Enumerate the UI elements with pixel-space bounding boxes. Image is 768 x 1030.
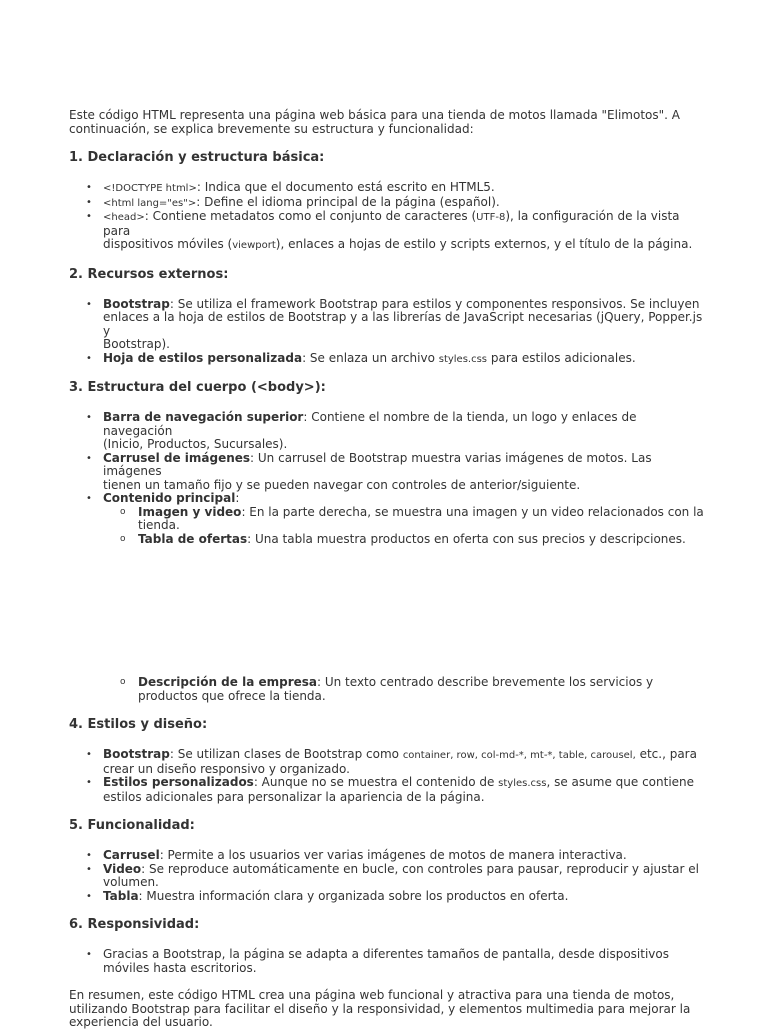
inline-code: styles.css [498, 778, 547, 789]
list-item-text: : Permite a los usuarios ver varias imágenes de motos de manera interactiva. [159, 848, 627, 862]
item-term: Carrusel de imágenes [103, 450, 251, 465]
list-item-text: : Un carrusel de Bootstrap muestra varias imágenes de motos. Las imágenes [103, 450, 652, 478]
list-item-text: móviles hasta escritorios. [103, 960, 257, 975]
list-item-text: : Define el idioma principal de la página (español). [196, 194, 500, 209]
list-item-text: , se asume que contiene [546, 775, 695, 789]
list-item-text: : Se enlaza un archivo [302, 350, 439, 365]
section-4-list [69, 748, 709, 804]
section-5-list [69, 849, 709, 903]
list-item [69, 748, 709, 776]
list-item [69, 298, 709, 352]
section-2-list [69, 298, 709, 367]
list-item [69, 452, 709, 493]
list-item-text: ), enlaces a hojas de estilo y scripts externos, y el título de la página. [275, 237, 693, 251]
section-6-list [69, 948, 709, 975]
section-3-list-continued [69, 676, 709, 703]
item-term: Tabla de ofertas [138, 531, 248, 546]
list-item-text: : Se reproduce automáticamente en bucle, con controles para pausar, reproducir y ajustar el [141, 861, 699, 876]
intro-line: Este código HTML representa una página web básica para una tienda de motos llamada "Elimotos". A [69, 108, 680, 122]
list-item [69, 210, 709, 253]
list-item [69, 181, 709, 196]
list-item-text: para estilos adicionales. [487, 350, 636, 365]
list-item [69, 352, 709, 367]
section-5-heading: 5. Funcionalidad: [69, 818, 195, 833]
list-item-text: dispositivos móviles ( [103, 237, 233, 251]
summary-line: En resumen, este código HTML crea una página web funcional y atractiva para una tienda de motos, [69, 988, 675, 1002]
list-item-text: : En la parte derecha, se muestra una imagen y un video relacionados con la [241, 504, 704, 519]
list-item-text: ), la configuración de la vista para [103, 209, 680, 238]
item-term: Hoja de estilos personalizada [103, 350, 303, 365]
item-term: Carrusel [103, 848, 160, 862]
inline-code: <html lang="es"> [103, 197, 197, 209]
sublist-item [103, 533, 709, 547]
inline-code: UTF-8 [476, 212, 506, 223]
item-term: Bootstrap [103, 747, 170, 761]
intro-line: continuación, se explica brevemente su estructura y funcionalidad: [69, 121, 474, 136]
section-6 [69, 917, 709, 975]
section-1-list [69, 181, 709, 253]
list-item-text: tienda. [138, 518, 180, 532]
section-2 [69, 267, 709, 367]
list-item-text: : Se utilizan clases de Bootstrap como [169, 747, 403, 761]
summary-line: experiencia del usuario. [69, 1015, 213, 1029]
summary-paragraph [69, 989, 709, 1030]
list-item-text: : Contiene el nombre de la tienda, un logo y enlaces de navegación [103, 410, 637, 438]
list-item [69, 948, 709, 975]
section-1 [69, 150, 709, 253]
section-2-heading: 2. Recursos externos: [69, 266, 229, 282]
list-item-text: : Contiene metadatos como el conjunto de caracteres ( [144, 209, 477, 223]
inline-code: viewport [232, 240, 276, 251]
intro-paragraph [69, 109, 709, 136]
list-item-text: enlaces a la hoja de estilos de Bootstrap y a las librerías de JavaScript necesarias (jQuery, Popper.js y [103, 310, 703, 338]
list-item [69, 890, 709, 904]
list-item-text: productos que ofrece la tienda. [138, 688, 326, 703]
list-item-text: Bootstrap). [103, 337, 170, 351]
section-5 [69, 818, 709, 903]
section-3-heading: 3. Estructura del cuerpo (<body>): [69, 380, 326, 395]
item-term: Barra de navegación superior [103, 410, 304, 424]
list-item-text: : Se utiliza el framework Bootstrap para estilos y componentes responsivos. Se incluyen [169, 296, 700, 311]
section-4-heading: 4. Estilos y diseño: [69, 717, 208, 732]
list-item-text: : Aunque no se muestra el contenido de [253, 775, 499, 789]
item-term: Contenido principal [103, 491, 236, 505]
section-3-sublist-continued [103, 676, 709, 703]
document-body [69, 109, 709, 751]
item-term: Tabla [103, 888, 139, 903]
inline-code: <head> [103, 212, 145, 223]
list-item-text: : Muestra información clara y organizada sobre los productos en oferta. [138, 888, 569, 903]
section-4 [69, 717, 709, 804]
list-item-text: etc., para [635, 747, 697, 761]
item-term: Bootstrap [103, 296, 170, 311]
list-item [69, 196, 709, 211]
list-item [69, 411, 709, 452]
list-item-text: (Inicio, Productos, Sucursales). [103, 437, 288, 451]
summary-line: utilizando Bootstrap para facilitar el diseño y la responsividad, y elementos multimedia para mejorar la [69, 1001, 691, 1016]
section-6-heading: 6. Responsividad: [69, 917, 200, 932]
section-1-heading: 1. Declaración y estructura básica: [69, 150, 325, 165]
inline-code: <!DOCTYPE html> [103, 183, 197, 194]
list-item [69, 776, 709, 804]
list-item-text: estilos adicionales para personalizar la apariencia de la página. [103, 789, 485, 804]
list-item-text: volumen. [103, 875, 159, 889]
list-item [69, 849, 709, 863]
item-term: Imagen y video [138, 504, 242, 519]
inline-code: styles.css [438, 353, 488, 365]
list-item-text: : [235, 491, 240, 505]
list-item [69, 863, 709, 890]
inline-code: container, row, col-md-*, mt-*, table, carousel, [402, 750, 636, 761]
sublist-item [103, 506, 709, 533]
list-item [69, 676, 709, 703]
item-term: Video [103, 861, 142, 876]
list-item-text: tienen un tamaño fijo y se pueden navegar con controles de anterior/siguiente. [103, 477, 581, 492]
list-item-text: : Indica que el documento está escrito en HTML5. [196, 180, 495, 194]
document-body-continued [69, 676, 709, 1030]
list-item-text: Gracias a Bootstrap, la página se adapta a diferentes tamaños de pantalla, desde dispositivos [103, 947, 669, 961]
list-item-text: : Un texto centrado describe brevemente los servicios y [317, 675, 654, 689]
item-term: Descripción de la empresa [138, 675, 317, 689]
list-item-text: crear un diseño responsivo y organizado. [103, 761, 350, 776]
item-term: Estilos personalizados [103, 775, 254, 789]
sublist-item [103, 676, 709, 703]
list-item-text: : Una tabla muestra productos en oferta con sus precios y descripciones. [247, 531, 686, 546]
